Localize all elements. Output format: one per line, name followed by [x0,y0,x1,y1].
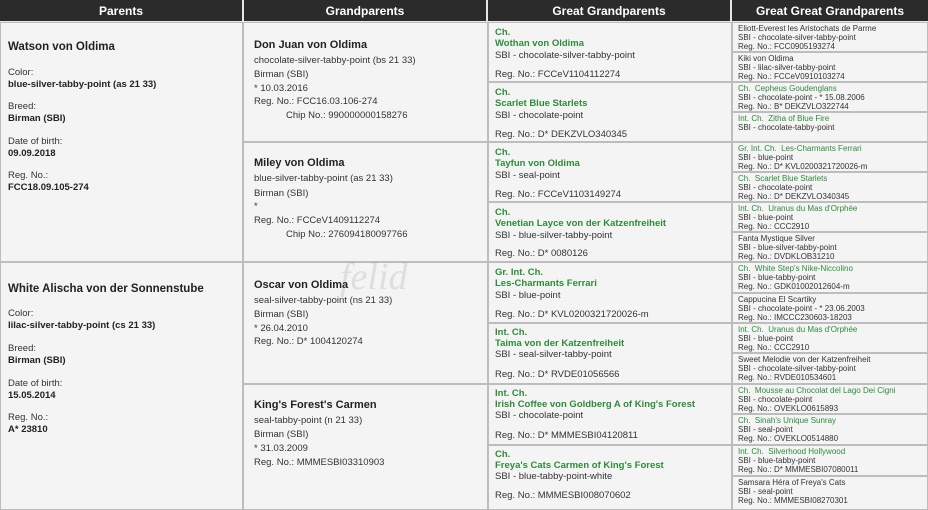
ggg-title: Int. Ch. [738,447,764,456]
parent-name: White Alischa von der Sonnenstube [8,283,204,295]
great-grandparent-reg: Reg. No.: FCCeV1103149274 [495,189,622,200]
great-grandparent-reg: Reg. No.: D* 0080126 [495,248,588,259]
ggg-line: SBI - chocolate-point - * 15.08.2006 [738,93,865,102]
ggg-line: SBI - chocolate-tabby-point [738,123,835,132]
ggg-name: Les-Charmants Ferrari [781,144,862,153]
ggg-reg: Reg. No.: MMMESBI08270301 [738,496,848,505]
ggg-line: SBI - blue-point [738,334,794,343]
ggg-reg: Reg. No.: B* DEKZVLO322744 [738,102,849,111]
grandparent-color: seal-silver-tabby-point (ns 21 33) [254,295,393,306]
great-grandparent-name: Les-Charmants Ferrari [495,278,597,289]
ggg-line: SBI - seal-point [738,487,793,496]
ggg-title: Int. Ch. [738,204,764,213]
parent-sire-card [0,22,243,262]
ggg-reg: Reg. No.: OVEKLO0615893 [738,404,839,413]
great-grandparent-title: Ch. [495,207,511,218]
great-grandparent-line: SBI - chocolate-silver-tabby-point [495,50,635,61]
ggg-line: SBI - chocolate-silver-tabby-point [738,364,856,373]
great-grandparent-line: SBI - chocolate-point [495,110,584,121]
ggg-card [732,414,928,445]
ggg-reg: Reg. No.: FCC0905193274 [738,42,835,51]
ggg-line: SBI - blue-point [738,213,794,222]
great-grandparent-card [488,445,732,510]
grandparent-color: blue-silver-tabby-point (as 21 33) [254,173,393,184]
grandparent-name: Miley von Oldima [254,157,345,169]
ggg-line: SBI - blue-tabby-point [738,273,816,282]
great-grandparent-line: SBI - seal-point [495,170,560,181]
ggg-title: Gr. Int. Ch. [738,144,777,153]
header-great-great-grandparents: Great Great Grandparents [732,0,928,21]
ggg-reg: Reg. No.: D* MMMESBI07080011 [738,465,859,474]
ggg-reg: Reg. No.: OVEKLO0514880 [738,434,839,443]
ggg-reg: Reg. No.: DVDKLOB31210 [738,252,835,261]
ggg-name: Sinah's Unique Sunray [754,416,837,425]
ggg-card [732,52,928,82]
ggg-reg: Reg. No.: RVDE010534601 [738,373,837,382]
ggg-card [732,293,928,323]
ggg-name: Cappucina El Scartiky [738,295,817,304]
great-grandparent-line: SBI - blue-silver-tabby-point [495,230,613,241]
ggg-card [732,353,928,384]
great-grandparent-reg: Reg. No.: D* DEKZVLO340345 [495,129,628,140]
ggg-title: Int. Ch. [738,325,764,334]
grandparent-chip: Chip No.: 990000000158276 [286,110,408,121]
ggg-line: SBI - chocolate-point - * 23.06.2003 [738,304,865,313]
ggg-reg: Reg. No.: IMCCC230603-18203 [738,313,852,322]
grandparent-dob: * [254,201,258,212]
ggg-name: Scarlet Blue Starlets [754,174,828,183]
great-grandparent-line: SBI - chocolate-point [495,410,584,421]
great-grandparent-line: SBI - seal-silver-tabby-point [495,349,612,360]
reg-label: Reg. No.: [8,412,49,423]
great-grandparent-reg: Reg. No.: D* MMMESBI04120811 [495,430,638,441]
great-grandparent-line: SBI - blue-point [495,290,561,301]
ggg-reg: Reg. No.: D* DEKZVLO340345 [738,192,850,201]
grandparent-card [243,142,488,262]
dob-value: 09.09.2018 [8,148,56,159]
great-grandparent-name: Wothan von Oldima [495,38,585,49]
great-grandparent-reg: Reg. No.: D* KVL0200321720026-m [495,309,649,320]
ggg-title: Ch. [738,174,751,183]
ggg-reg: Reg. No.: CCC2910 [738,343,810,352]
ggg-name: Samsara Héra of Freya's Cats [738,478,846,487]
ggg-name: Mousse au Chocolat del Lago Dei Cigni [754,386,896,395]
reg-value: A* 23810 [8,424,48,435]
ggg-card [732,202,928,232]
great-grandparent-card [488,82,732,142]
ggg-title: Int. Ch. [738,114,764,123]
great-grandparent-card [488,22,732,82]
great-grandparent-card [488,262,732,323]
ggg-name: White Step's Nike-Niccolino [754,264,853,273]
ggg-card [732,384,928,414]
great-grandparent-name: Irish Coffee von Goldberg A of King's Forest [495,399,696,410]
great-grandparent-name: Tayfun von Oldima [495,158,580,169]
grandparent-reg: Reg. No.: FCC16.03.106-274 [254,96,378,107]
reg-label: Reg. No.: [8,170,49,181]
ggg-line: SBI - blue-tabby-point [738,456,816,465]
ggg-name: Cepheus Goudenglans [754,84,837,93]
grandparent-name: King's Forest's Carmen [254,399,377,411]
watermark: felid [340,256,408,298]
dob-label: Date of birth: [8,378,63,389]
grandparent-breed: Birman (SBI) [254,69,309,80]
great-grandparent-card [488,202,732,262]
ggg-name: Sweet Melodie von der Katzenfreiheit [738,355,871,364]
grandparent-color: chocolate-silver-tabby-point (bs 21 33) [254,55,416,66]
header-great-grandparents: Great Grandparents [488,0,730,21]
grandparent-name: Don Juan von Oldima [254,39,368,51]
great-grandparent-title: Ch. [495,449,511,460]
grandparent-dob: * 26.04.2010 [254,323,308,334]
great-grandparent-title: Ch. [495,87,511,98]
ggg-line: SBI - blue-silver-tabby-point [738,243,837,252]
grandparent-color: seal-tabby-point (n 21 33) [254,415,363,426]
grandparent-reg: Reg. No.: D* 1004120274 [254,336,363,347]
ggg-name: Eliott-Everest les Aristochats de Parme [738,24,877,33]
great-grandparent-line: SBI - blue-tabby-point-white [495,471,613,482]
great-grandparent-card [488,384,732,445]
ggg-card [732,142,928,172]
great-grandparent-reg: Reg. No.: FCCeV1104112274 [495,69,621,80]
great-grandparent-card [488,323,732,384]
ggg-reg: Reg. No.: FCCeV0910103274 [738,72,845,81]
grandparent-breed: Birman (SBI) [254,429,309,440]
ggg-reg: Reg. No.: CCC2910 [738,222,810,231]
ggg-name: Uranus du Mas d'Orphée [768,204,858,213]
grandparent-reg: Reg. No.: FCCeV1409112274 [254,215,381,226]
ggg-line: SBI - chocolate-silver-tabby-point [738,33,856,42]
dob-label: Date of birth: [8,136,63,147]
grandparent-dob: * 10.03.2016 [254,83,308,94]
ggg-card [732,262,928,293]
ggg-title: Ch. [738,264,751,273]
ggg-card [732,82,928,112]
great-grandparent-title: Ch. [495,27,511,38]
ggg-title: Ch. [738,386,751,395]
color-value: lilac-silver-tabby-point (cs 21 33) [8,320,156,331]
grandparent-breed: Birman (SBI) [254,188,309,199]
ggg-title: Ch. [738,84,751,93]
ggg-card [732,22,928,52]
great-grandparent-reg: Reg. No.: MMMESBI008070602 [495,490,631,501]
great-grandparent-card [488,142,732,202]
grandparent-chip: Chip No.: 276094180097766 [286,229,408,240]
breed-label: Breed: [8,343,36,354]
grandparent-card [243,384,488,510]
ggg-line: SBI - chocolate-point [738,183,813,192]
great-grandparent-name: Scarlet Blue Starlets [495,98,588,109]
grandparent-name: Oscar von Oldima [254,279,349,291]
ggg-name: Fanta Mystique Silver [738,234,815,243]
ggg-card [732,172,928,202]
ggg-card [732,445,928,476]
great-grandparent-name: Freya's Cats Carmen of King's Forest [495,460,664,471]
grandparent-card [243,22,488,142]
grandparent-breed: Birman (SBI) [254,309,309,320]
great-grandparent-title: Int. Ch. [495,327,528,338]
great-grandparent-title: Gr. Int. Ch. [495,267,544,278]
parent-name: Watson von Oldima [8,41,115,53]
header-grandparents: Grandparents [244,0,486,21]
ggg-name: Silverhood Hollywood [768,447,846,456]
ggg-card [732,112,928,142]
great-grandparent-reg: Reg. No.: D* RVDE01056566 [495,369,620,380]
color-value: blue-silver-tabby-point (as 21 33) [8,79,157,90]
parent-dam-card [0,262,243,510]
great-grandparent-title: Int. Ch. [495,388,528,399]
ggg-line: SBI - lilac-silver-tabby-point [738,63,836,72]
great-grandparent-name: Taima von der Katzenfreiheit [495,338,625,349]
ggg-name: Kiki von Oldima [738,54,794,63]
ggg-title: Ch. [738,416,751,425]
ggg-name: Zitha of Blue Fire [768,114,830,123]
ggg-card [732,323,928,353]
great-grandparent-name: Venetian Layce von der Katzenfreiheit [495,218,667,229]
grandparent-reg: Reg. No.: MMMESBI03310903 [254,457,385,468]
color-label: Color: [8,308,34,319]
grandparent-dob: * 31.03.2009 [254,443,308,454]
great-grandparent-title: Ch. [495,147,511,158]
ggg-card [732,476,928,510]
header-parents: Parents [0,0,242,21]
ggg-reg: Reg. No.: D* KVL0200321720026-m [738,162,868,171]
dob-value: 15.05.2014 [8,390,56,401]
ggg-name: Uranus du Mas d'Orphée [768,325,858,334]
reg-value: FCC18.09.105-274 [8,182,89,193]
color-label: Color: [8,67,34,78]
ggg-reg: Reg. No.: GDK01002012604-m [738,282,850,291]
breed-value: Birman (SBI) [8,113,66,124]
ggg-line: SBI - chocolate-point [738,395,813,404]
breed-value: Birman (SBI) [8,355,66,366]
ggg-card [732,232,928,262]
ggg-line: SBI - blue-point [738,153,794,162]
breed-label: Breed: [8,101,36,112]
ggg-line: SBI - seal-point [738,425,793,434]
